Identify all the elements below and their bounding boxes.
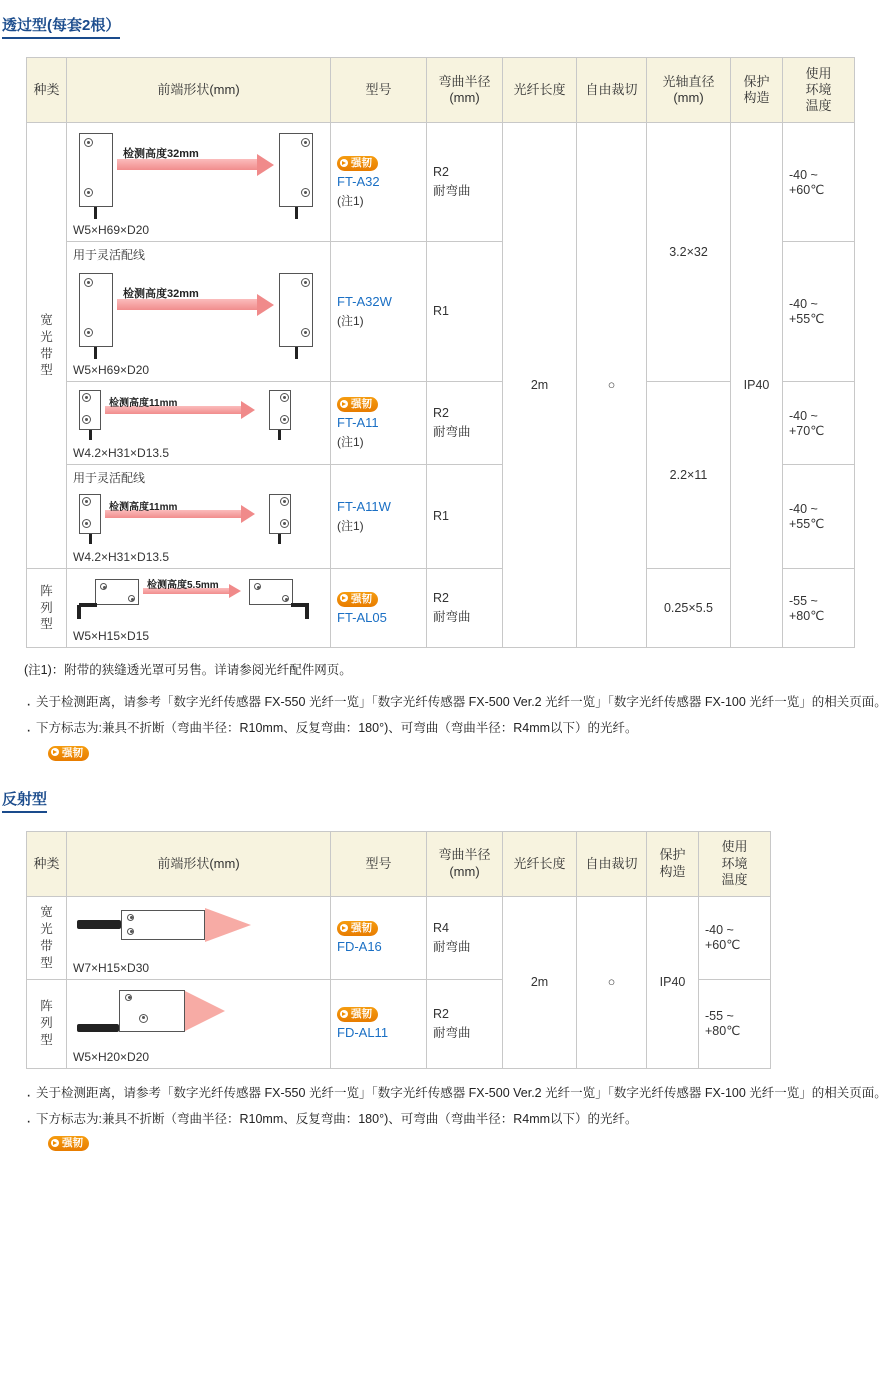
model-link-ft-a32[interactable]: FT-A32	[337, 174, 380, 190]
cable	[305, 605, 309, 619]
note-tough-mark: · 下方标志为:兼具不折断（弯曲半径：R10mm、反复弯曲：180°)、可弯曲（弯曲半径：R4mm以下）的光纤。 强韧	[24, 718, 890, 764]
dimension-label: W7×H15×D30	[73, 960, 150, 975]
model-cell	[331, 382, 427, 465]
detection-height-label: 检测高度11mm	[109, 502, 178, 513]
model-cell	[331, 569, 427, 648]
detection-height-label: 检测高度32mm	[123, 148, 199, 160]
dimension-label: W5×H69×D20	[73, 363, 150, 377]
note-detection-distance: · 关于检测距离，请参考「数字光纤传感器 FX-550 光纤一览」「数字光纤传感器 FX-500 Ver.2 光纤一览」「数字光纤传感器 FX-100 光纤一览」的相关页面。	[24, 692, 890, 714]
kind-cell-wide-beam: 宽 光 带 型	[27, 896, 67, 979]
sensor-head-body	[121, 910, 205, 940]
figure-ft-a32w	[73, 267, 323, 359]
col-temperature: 使用 环境 温度	[699, 831, 771, 896]
bend-radius-cell: R4 耐弯曲	[427, 896, 503, 979]
bend-radius-cell: R2 耐弯曲	[427, 979, 503, 1068]
detection-height-label: 检测高度11mm	[109, 398, 178, 409]
bend-radius-cell: R1	[427, 242, 503, 382]
screw-icon	[254, 583, 261, 590]
shape-cell	[67, 569, 331, 648]
screw-icon	[280, 415, 289, 424]
temperature-cell: -40 ~ +55℃	[783, 465, 855, 569]
col-protection: 保护 构造	[731, 58, 783, 123]
section-title-through	[0, 6, 890, 47]
col-kind: 种类	[27, 831, 67, 896]
table-row	[27, 896, 771, 979]
screw-icon	[301, 138, 310, 147]
screw-icon	[128, 595, 135, 602]
shape-cell	[67, 979, 331, 1068]
tough-badge: 强韧	[48, 746, 89, 761]
free-cut-cell: ○	[577, 896, 647, 1068]
page-title-through: 透过型(每套2根）	[2, 14, 120, 39]
model-cell	[331, 465, 427, 569]
screw-icon	[82, 519, 91, 528]
tough-badge: 强韧	[48, 1136, 89, 1151]
beam-arrow-head	[241, 505, 255, 523]
dimension-label: W5×H15×D15	[73, 629, 150, 643]
bend-radius-cell: R2 耐弯曲	[427, 123, 503, 242]
shape-cell	[67, 123, 331, 242]
col-fiber-length: 光纤长度	[503, 831, 577, 896]
reflective-notes	[24, 1083, 890, 1155]
shape-cell	[67, 382, 331, 465]
screw-icon	[100, 583, 107, 590]
axis-diameter-cell: 3.2×32	[647, 123, 731, 382]
col-axis-diameter: 光轴直径 (mm)	[647, 58, 731, 123]
bend-radius-cell: R2 耐弯曲	[427, 569, 503, 648]
table-row	[27, 569, 855, 648]
kind-cell-wide-beam: 宽 光 带 型	[27, 123, 67, 569]
beam-cone	[205, 908, 251, 942]
col-shape: 前端形状(mm)	[67, 58, 331, 123]
temperature-cell: -40 ~ +60℃	[783, 123, 855, 242]
screw-icon	[84, 278, 93, 287]
screw-icon	[82, 497, 91, 506]
screw-icon	[301, 188, 310, 197]
tough-badge: 强韧	[337, 592, 378, 607]
screw-icon	[280, 393, 289, 402]
cable	[79, 603, 97, 607]
col-fiber-length: 光纤长度	[503, 58, 577, 123]
figure-ft-a11	[73, 386, 323, 442]
detection-height-label: 检测高度32mm	[123, 288, 199, 300]
model-cell	[331, 896, 427, 979]
temperature-cell: -40 ~ +70℃	[783, 382, 855, 465]
screw-icon	[84, 328, 93, 337]
beam-arrow-head	[257, 154, 274, 176]
cable	[77, 605, 81, 619]
screw-icon	[127, 914, 134, 921]
cable	[77, 920, 121, 929]
col-kind: 种类	[27, 58, 67, 123]
shape-cell	[67, 896, 331, 979]
dimension-label: W5×H69×D20	[73, 223, 150, 237]
model-cell	[331, 242, 427, 382]
table-row	[27, 123, 855, 242]
protection-cell: IP40	[647, 896, 699, 1068]
dimension-label: W5×H20×D20	[73, 1049, 150, 1064]
spec-page	[0, 6, 890, 1154]
temperature-cell: -55 ~ +80℃	[699, 979, 771, 1068]
model-note: (注1)	[337, 519, 364, 533]
figure-ft-a11w	[73, 490, 323, 546]
screw-icon	[84, 188, 93, 197]
model-link-fd-al11[interactable]: FD-AL11	[337, 1025, 389, 1041]
screw-icon	[280, 497, 289, 506]
bend-radius-cell: R2 耐弯曲	[427, 382, 503, 465]
note-detection-distance: · 关于检测距离，请参考「数字光纤传感器 FX-550 光纤一览」「数字光纤传感器 FX-500 Ver.2 光纤一览」「数字光纤传感器 FX-100 光纤一览」的相关页面。	[24, 1083, 890, 1105]
page-title-reflective: 反射型	[2, 788, 47, 813]
kind-cell-array: 阵 列 型	[27, 569, 67, 648]
table-header-row	[27, 831, 771, 896]
shape-cell	[67, 465, 331, 569]
cable	[94, 207, 97, 219]
tough-badge: 强韧	[337, 1007, 378, 1022]
cable	[295, 207, 298, 219]
tough-badge: 强韧	[337, 397, 378, 412]
model-link-ft-a11[interactable]: FT-A11	[337, 415, 379, 431]
screw-icon	[280, 519, 289, 528]
beam-arrow-head	[257, 294, 274, 316]
figure-fd-al11	[73, 984, 323, 1046]
col-model: 型号	[331, 831, 427, 896]
reflective-spec-table	[26, 831, 771, 1069]
screw-icon	[82, 415, 91, 424]
bend-radius-cell: R1	[427, 465, 503, 569]
model-link-ft-al05[interactable]: FT-AL05	[337, 609, 387, 625]
screw-icon	[127, 928, 134, 935]
model-cell	[331, 979, 427, 1068]
screw-icon	[282, 595, 289, 602]
beam-arrow-head	[241, 401, 255, 419]
note-1: (注1)：附带的狭缝透光罩可另售。详请参阅光纤配件网页。	[24, 663, 352, 677]
tough-badge: 强韧	[337, 921, 378, 936]
fiber-length-cell: 2m	[503, 896, 577, 1068]
section-title-reflective	[0, 780, 890, 821]
model-note: (注1)	[337, 314, 364, 328]
fiber-length-cell: 2m	[503, 123, 577, 648]
col-bend-radius: 弯曲半径 (mm)	[427, 58, 503, 123]
screw-icon	[125, 994, 132, 1001]
detection-height-label: 检测高度5.5mm	[147, 580, 219, 591]
beam-cone	[185, 991, 225, 1031]
free-cut-cell: ○	[577, 123, 647, 648]
figure-ft-a32	[73, 127, 323, 219]
through-beam-notes	[24, 692, 890, 764]
model-cell	[331, 123, 427, 242]
shape-cell	[67, 242, 331, 382]
cable	[89, 430, 92, 440]
through-beam-spec-table	[26, 57, 855, 648]
screw-icon	[139, 1014, 148, 1023]
screw-icon	[301, 328, 310, 337]
col-free-cut: 自由裁切	[577, 831, 647, 896]
axis-diameter-cell: 2.2×11	[647, 382, 731, 569]
temperature-cell: -40 ~ +60℃	[699, 896, 771, 979]
col-free-cut: 自由裁切	[577, 58, 647, 123]
model-link-fd-a16[interactable]: FD-A16	[337, 939, 382, 955]
cable	[89, 534, 92, 544]
table-row	[27, 382, 855, 465]
flexible-wiring-note: 用于灵活配线	[73, 248, 146, 262]
axis-diameter-cell: 0.25×5.5	[647, 569, 731, 648]
flexible-wiring-note: 用于灵活配线	[73, 471, 146, 485]
col-protection: 保护 构造	[647, 831, 699, 896]
model-note: (注1)	[337, 434, 364, 449]
cable	[77, 1024, 119, 1032]
model-note: (注1)	[337, 193, 364, 208]
cable	[295, 347, 298, 359]
temperature-cell: -55 ~ +80℃	[783, 569, 855, 648]
temperature-cell: -40 ~ +55℃	[783, 242, 855, 382]
screw-icon	[82, 393, 91, 402]
figure-ft-al05	[73, 573, 323, 625]
col-shape: 前端形状(mm)	[67, 831, 331, 896]
model-link-ft-a11w[interactable]: FT-A11W	[337, 499, 391, 515]
cable	[278, 430, 281, 440]
table-header-row	[27, 58, 855, 123]
cable	[278, 534, 281, 544]
kind-cell-array: 阵 列 型	[27, 979, 67, 1068]
screw-icon	[84, 138, 93, 147]
beam-arrow-head	[229, 584, 241, 598]
cable	[94, 347, 97, 359]
protection-cell: IP40	[731, 123, 783, 648]
dimension-label: W4.2×H31×D13.5	[73, 446, 170, 460]
col-temperature: 使用 环境 温度	[783, 58, 855, 123]
dimension-label: W4.2×H31×D13.5	[73, 550, 170, 564]
screw-icon	[301, 278, 310, 287]
col-model: 型号	[331, 58, 427, 123]
col-bend-radius: 弯曲半径 (mm)	[427, 831, 503, 896]
note-tough-mark: · 下方标志为:兼具不折断（弯曲半径：R10mm、反复弯曲：180°)、可弯曲（弯曲半径：R4mm以下）的光纤。 强韧	[24, 1109, 890, 1155]
figure-fd-a16	[73, 901, 323, 957]
tough-badge: 强韧	[337, 156, 378, 171]
model-link-ft-a32w[interactable]: FT-A32W	[337, 294, 392, 310]
